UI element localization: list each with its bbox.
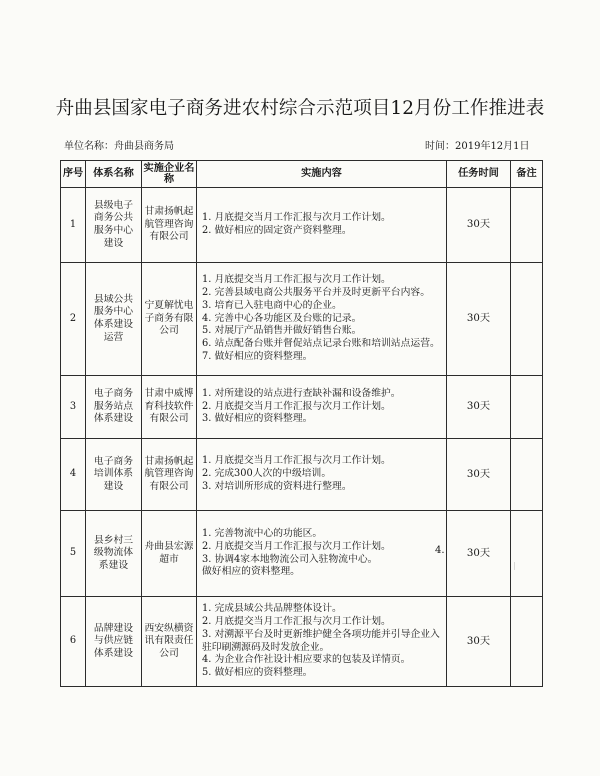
implementation-content-cell — [197, 511, 447, 597]
system-name-cell — [86, 376, 142, 439]
enterprise-name-text: 甘肃扬帆起航管理咨询有限公司 — [144, 455, 194, 492]
header-implementation-content: 实施内容 — [197, 161, 447, 188]
content-line: 5. 做好相应的资料整理。 — [202, 666, 313, 678]
enterprise-name-cell — [142, 188, 197, 263]
content-line: 4. 为企业合作社设计相应要求的包装及详情页。 — [202, 654, 411, 666]
content-line: 3. 对溯源平台及时更新维护健全各项功能并引导企业入驻印刷溯源码及时发放企业。 — [202, 628, 440, 653]
system-name-text: 电子商务服务站点体系建设 — [93, 388, 134, 425]
content-line: 1. 完善物流中心的功能区。 — [202, 528, 323, 540]
implementation-content-cell — [197, 597, 447, 687]
content-line: 3. 协调4家本地物流公司入驻物流中心。 — [202, 553, 378, 565]
content-line: 6. 站点配备台账并督促站点记录台账和培训站点运营。 — [202, 338, 440, 350]
system-name-cell — [86, 511, 142, 597]
serial-number-cell: 2 — [61, 263, 86, 376]
table-row — [61, 511, 543, 597]
enterprise-name-cell — [142, 439, 197, 511]
row-5-number-marker: 4. — [435, 545, 445, 556]
document-date-label: 时间：2019年12月1日 — [425, 141, 530, 152]
enterprise-name-cell — [142, 597, 197, 687]
system-name-cell — [86, 188, 142, 263]
serial-number-cell: 6 — [61, 597, 86, 687]
serial-number-cell: 1 — [61, 188, 86, 263]
enterprise-name-cell — [142, 376, 197, 439]
table-row — [61, 188, 543, 263]
content-line: 2. 做好相应的固定资产资料整理。 — [202, 225, 352, 236]
system-name-cell — [86, 597, 142, 687]
header-serial-number: 序号 — [61, 161, 86, 188]
content-line: 2. 完善县域电商公共服务平台并及时更新平台内容。 — [202, 287, 430, 299]
header-task-time: 任务时间 — [447, 161, 511, 188]
content-line: 做好相应的资料整理。 — [202, 566, 300, 578]
task-time-cell: 30天 — [447, 263, 511, 376]
content-line: 2. 月底提交当月工作汇报与次月工作计划。 — [202, 616, 391, 628]
header-system-name: 体系名称 — [86, 161, 142, 188]
content-line: 3. 培育已入驻电商中心的企业。 — [202, 299, 342, 311]
serial-number-cell: 4 — [61, 439, 86, 511]
header-enterprise-name — [142, 161, 197, 188]
content-line: 2. 月底提交当月工作汇报与次月工作计划。 — [202, 540, 391, 552]
content-line: 1. 完成县域公共品牌整体设计。 — [202, 603, 342, 615]
enterprise-name-text: 宁夏解忧电子商务有限公司 — [144, 300, 194, 337]
task-time-cell: 30天 — [447, 188, 511, 263]
note-cell — [511, 597, 543, 687]
header-enterprise-name-text: 实施企业名称 — [143, 162, 195, 185]
table-row — [61, 263, 543, 376]
enterprise-name-text: 甘肃中威博育科技软件有限公司 — [144, 388, 194, 425]
note-cell — [511, 376, 543, 439]
system-name-text: 电子商务培训体系建设 — [93, 455, 134, 492]
enterprise-name-text: 西安纵横资讯有限责任公司 — [144, 622, 194, 659]
table-row — [61, 376, 543, 439]
faint-scan-mark — [514, 562, 515, 570]
system-name-text: 县级电子商务公共服务中心建设 — [93, 199, 134, 249]
system-name-cell — [86, 439, 142, 511]
implementation-content-cell — [197, 439, 447, 511]
content-line: 1. 月底提交当月工作汇报与次月工作计划。 — [202, 455, 391, 467]
system-name-cell — [86, 263, 142, 376]
serial-number-cell: 3 — [61, 376, 86, 439]
content-line: 2. 完成300人次的中级培训。 — [202, 468, 332, 480]
content-line: 5. 对展厅产品销售并做好销售台账。 — [202, 325, 362, 337]
implementation-content-cell — [197, 376, 447, 439]
content-line: 3. 对培训所形成的资料进行整理。 — [202, 480, 352, 492]
content-line: 1. 月底提交当月工作汇报与次月工作计划。 — [202, 212, 391, 224]
table-row — [61, 597, 543, 687]
enterprise-name-text: 舟曲县宏源超市 — [144, 540, 194, 565]
system-name-text: 县乡村三级物流体系建设 — [93, 534, 134, 571]
task-time-cell: 30天 — [447, 597, 511, 687]
implementation-content-cell — [197, 263, 447, 376]
table-header-row — [61, 161, 543, 188]
task-time-cell: 30天 — [447, 376, 511, 439]
content-line: 2. 月底提交当月工作汇报与次月工作计划。 — [202, 400, 391, 412]
note-cell — [511, 263, 543, 376]
document-title: 舟曲县国家电子商务进农村综合示范项目12月份工作推进表 — [55, 98, 545, 119]
serial-number-cell: 5 — [61, 511, 86, 597]
work-progress-table — [60, 160, 543, 687]
content-line: 4. 完善中心各功能区及台账的记录。 — [202, 312, 362, 324]
note-cell — [511, 439, 543, 511]
implementation-content-cell — [197, 188, 447, 263]
system-name-text: 县域公共服务中心体系建设运营 — [93, 293, 134, 343]
note-cell — [511, 511, 543, 597]
task-time-cell: 30天 — [447, 511, 511, 597]
header-note: 备注 — [511, 161, 543, 188]
content-line: 7. 做好相应的资料整理。 — [202, 350, 313, 362]
task-time-cell: 30天 — [447, 439, 511, 511]
system-name-text: 品牌建设与供应链体系建设 — [93, 622, 134, 659]
enterprise-name-cell — [142, 263, 197, 376]
enterprise-name-cell — [142, 511, 197, 597]
content-line: 1. 月底提交当月工作汇报与次月工作计划。 — [202, 274, 391, 286]
enterprise-name-text: 甘肃扬帆起航管理咨询有限公司 — [144, 206, 194, 243]
content-line: 1. 对所建设的站点进行查缺补漏和设备维护。 — [202, 387, 401, 399]
unit-name-label: 单位名称：舟曲县商务局 — [64, 141, 174, 152]
content-line: 3. 做好相应的资料整理。 — [202, 413, 313, 425]
table-row — [61, 439, 543, 511]
note-cell — [511, 188, 543, 263]
